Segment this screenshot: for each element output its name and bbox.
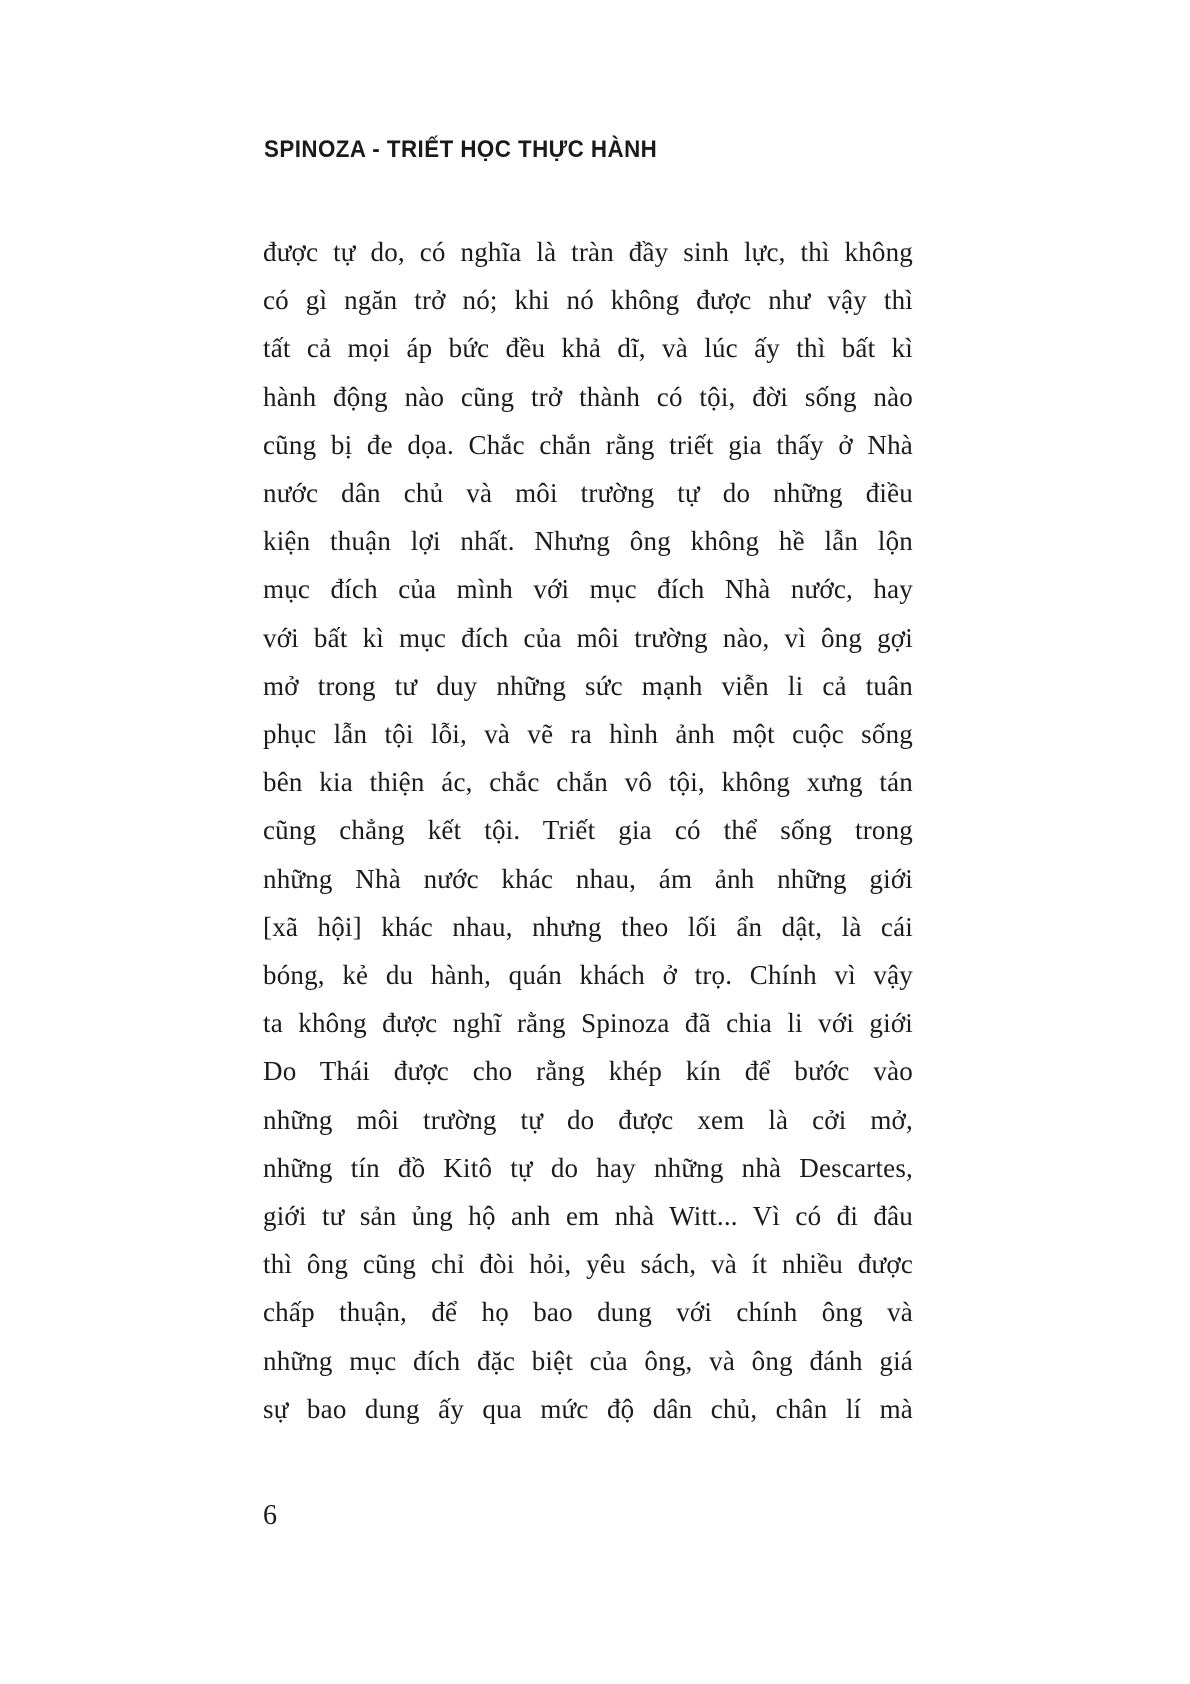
running-header: SPINOZA - TRIẾT HỌC THỰC HÀNH — [264, 136, 658, 163]
body-line: cũng bị đe dọa. Chắc chắn rằng triết gia thấy ở Nhà — [263, 429, 913, 460]
body-line: giới tư sản ủng hộ anh em nhà Witt... Vì có đi đâu — [263, 1201, 913, 1232]
body-line: được tự do, có nghĩa là tràn đầy sinh lực, thì không — [263, 237, 913, 267]
body-line: bóng, kẻ du hành, quán khách ở trọ. Chính vì vậy — [263, 960, 913, 991]
body-line: mục đích của mình với mục đích Nhà nước, hay — [263, 574, 913, 605]
body-line: có gì ngăn trở nó; khi nó không được như vậy thì — [263, 285, 913, 316]
body-line: bên kia thiện ác, chắc chắn vô tội, không xưng tán — [263, 767, 913, 798]
body-line: Do Thái được cho rằng khép kín để bước vào — [263, 1056, 913, 1087]
page-number: 6 — [263, 1500, 277, 1531]
body-line: những Nhà nước khác nhau, ám ảnh những giới — [263, 863, 913, 894]
body-line: chấp thuận, để họ bao dung với chính ông và — [263, 1297, 913, 1328]
body-line: mở trong tư duy những sức mạnh viễn li cả tuân — [263, 670, 913, 701]
body-line: với bất kì mục đích của môi trường nào, vì ông gợi — [263, 622, 913, 653]
body-line: cũng chẳng kết tội. Triết gia có thể sống trong — [263, 815, 913, 846]
body-line: những môi trường tự do được xem là cởi mở, — [263, 1104, 913, 1135]
body-line: sự bao dung ấy qua mức độ dân chủ, chân lí mà — [263, 1393, 913, 1424]
body-line: hành động nào cũng trở thành có tội, đời sống nào — [263, 381, 913, 412]
body-line: thì ông cũng chỉ đòi hỏi, yêu sách, và ít nhiều được — [263, 1249, 913, 1280]
body-text — [263, 228, 913, 1433]
body-line: [xã hội] khác nhau, nhưng theo lối ẩn dật, là cái — [263, 911, 913, 942]
body-line: phục lẫn tội lỗi, và vẽ ra hình ảnh một cuộc sống — [263, 719, 913, 750]
body-line: những mục đích đặc biệt của ông, và ông đánh giá — [263, 1345, 913, 1376]
body-line: tất cả mọi áp bức đều khả dĩ, và lúc ấy thì bất kì — [263, 333, 913, 364]
body-line: ta không được nghĩ rằng Spinoza đã chia li với giới — [263, 1008, 913, 1039]
body-line: nước dân chủ và môi trường tự do những điều — [263, 478, 913, 509]
body-line: kiện thuận lợi nhất. Nhưng ông không hề lẫn lộn — [263, 526, 913, 557]
body-line: những tín đồ Kitô tự do hay những nhà Descartes, — [263, 1152, 913, 1183]
